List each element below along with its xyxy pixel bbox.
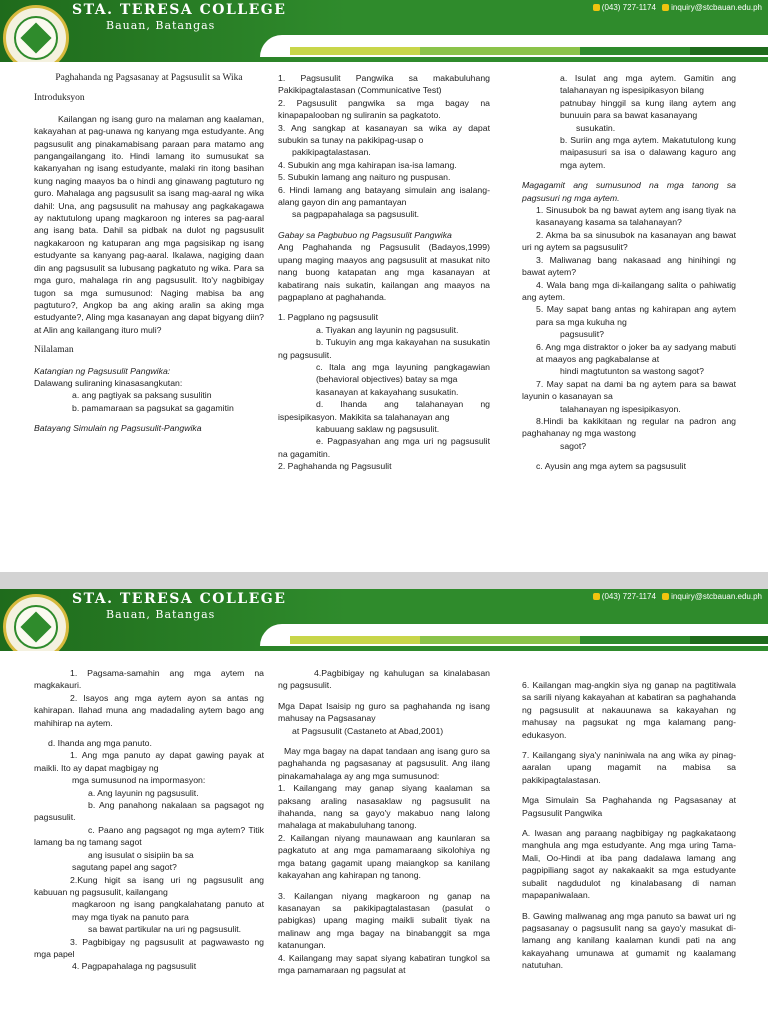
college-location: Bauan, Batangas (106, 19, 216, 32)
list-item: 5. May sapat bang antas ng kahirapan ang aytem para sa mga kukuha ng (536, 304, 736, 327)
list-item: 2. Pagsusulit pangwika sa mga bagay na kinapapalooban ng suliranin sa pagkatoto. (278, 97, 490, 121)
list-item: e. Pagpasyahan ang mga uri ng pagsusulit na gagamitin. (278, 436, 490, 459)
email-icon (662, 593, 669, 600)
list-item: c. Itala ang mga layuning pangkagawian (behavioral objectives) batay sa mga (316, 361, 490, 385)
list-item: A. Iwasan ang paraang nagbibigay ng pagkakataong manghula ang mga estudyante. Ang mga uring Tama-Mali, Oo-Hindi at iba pang dadalawa lamang ang pagpipiliang sagot ay nakakaakit sa mga estudyante subalit nagdudulot ng kinalabasang di naman mapapaniwalaan. (522, 828, 736, 901)
list-item: ang isusulat o sisipiin ba sa (88, 849, 194, 860)
email-address: inquiry@stcbauan.edu.ph (671, 592, 762, 601)
list-item: 3. Kailangan niyang magkaroon ng ganap na kasanayan sa pakikipagtalastasan (pasulat o pabigkas) upang maging maikli subalit tiyak na malinaw ang mga bagay na binabanggit sa mga katanungan. (278, 890, 490, 951)
page-gap (0, 572, 768, 589)
list-item: 4. Kailangang may sapat siyang kabatiran tungkol sa mga pamamaraan ng pagsulat at (278, 952, 490, 975)
email-address: inquiry@stcbauan.edu.ph (671, 3, 762, 12)
list-item: sagot? (560, 440, 587, 451)
college-name: STA. TERESA COLLEGE (72, 2, 287, 18)
page-header (0, 0, 768, 62)
list-item: magkaroon ng isang pangkalahatang panuto at may mga tiyak na panuto para (72, 899, 264, 922)
list-item: sa pagpapahalaga sa pagsusulit. (292, 209, 420, 220)
list-item: c. Ayusin ang mga aytem sa pagsusulit (536, 461, 687, 472)
list-item: 8.Hindi ba kakikitaan ng regular na padron ang paghahanay ng mga wastong (522, 415, 736, 439)
list-item: 4. Subukin ang mga kahirapan isa-isa lamang. (278, 159, 457, 170)
list-item: 7. May sapat na dami ba ng aytem para sa bawat layunin o kasanayan sa (522, 378, 736, 402)
list-item: a. Ang layunin ng pagsusulit. (88, 787, 199, 798)
list-item: 3. Pagbibigay ng pagsusulit at pagwawasto ng mga papel (34, 936, 264, 959)
list-item: mga sumusunod na impormasyon: (72, 775, 206, 786)
list-item: 1. Ang mga panuto ay dapat gawing payak at maikli. Ito ay dapat magbigay ng (34, 750, 264, 773)
email-icon (662, 4, 669, 11)
subheading: at Pagsusulit (Castaneto at Abad,2001) (292, 725, 444, 736)
list-item: 6. Hindi lamang ang batayang simulain ang isalang-alang gayon din ang pamantayan (278, 184, 490, 208)
phone-number: (043) 727-1174 (601, 592, 656, 601)
page-header (0, 589, 768, 651)
college-seal-logo (3, 5, 69, 62)
college-location: Bauan, Batangas (106, 608, 216, 621)
college-name: STA. TERESA COLLEGE (72, 591, 287, 607)
paragraph: Ang Paghahanda ng Pagsusulit (Badayos,1999) upang maging maayos ang pagsusulit at masukat nito nang buong katapatan ang mga kasanayan at kabatirang nais sukatin, kailangan ang maayos na pagpaplano at paghahanda. (278, 242, 490, 302)
list-item: 1. Kailangang may ganap siyang kaalaman sa paksang araling nasasaklaw ng pagsusulit na ihahanda, nang sa gayo'y makabuo nang lalong mahalaga at makabuluhang tanong. (278, 783, 490, 831)
paragraph: Kailangan ng isang guro na malaman ang kaalaman, kakayahan at pag-unawa ng kanyang mga estudyante. Ang pagsusulit ang pinakamabisang paraan para matamo ang pangangailangang ito. Hindi lamang ito sumusukat sa kakanyahan ng isang estudyante, malaki rin itong basihan kung naging maayos ba o hindi ang ginawang pagtuturo ng guro. Mahalaga ang pagsusulit sa isang mag-aaral ng wika dahil: Una, ang pagsusulit na mahusay ang pagkakagawa ay naktutulong upang magkaroon ng interes sa pag-aaral ang isang bata. Dahil sa pidbak na dulot ng pagsusulit nagkakaroon ng katuparan ang mga pagsisikap ng isang estudyante sa kanyang pag-aaral. Ikalawa, nagiging daan din ang pagsusulit sa lubusang pagkatuto ng wika. Para sa mga guro, mahalaga rin ang pagsusulit. Ito'y nagbibigay tugon sa mga sumusunod: Naging mabisa ba ang pagtuturo?, Angkop ba ang aking aralin sa aking mga estudyante?, Aling mga kasanayan ang dapat bigyang diin? at Alin ang kailangang ituro muli? (34, 113, 264, 335)
list-item: sa bawat partikular na uri ng pagsusulit. (88, 924, 242, 935)
paragraph: Dalawang suliraning kinasasangkutan: (34, 377, 183, 388)
subheading: Gabay sa Pagbubuo ng Pagsusulit Pangwika (278, 229, 452, 240)
list-item: 2. Kailangan niyang maunawaan ang kaunlaran sa pagkatuto at ang mga pamamaraang sikolohiya ng mga batang gagamit upang maiangkop sa kanilang kakayahan ang kahirapan ng tanong. (278, 832, 490, 881)
list-item: c. Paano ang pagsagot ng mga aytem? Titik lamang ba ng tamang sagot (34, 824, 264, 848)
list-item: B. Gawing maliwanag ang mga panuto sa bawat uri ng pagsasanay o pagsusulit nang sa gayo'y masukat di-lamang ang kanilang kaalaman kundi pati na ang kakayahang umunawa at gumamit ng kaalamang natutuhan. (522, 910, 736, 971)
list-item: patnubay hinggil sa kung ilang aytem ang bunuuin para sa bawat kasanayang (560, 97, 736, 121)
subheading: Mga Dapat Isaisip ng guro sa paghahanda ng isang mahusay na Pagsasanay (278, 700, 490, 724)
list-item: 4. Pagpapahalaga ng pagsusulit (72, 961, 197, 972)
list-item: 2.Kung higit sa isang uri ng pagsusulit ang kabuuan ng pagsusulit, kailangang (34, 874, 264, 897)
list-item: b. pamamaraan sa pagsukat sa gagamitin (72, 402, 234, 413)
column-1 (34, 72, 264, 435)
list-item: 7. Kailangang siya'y naniniwala na ang wika ay pinag-aaralan upang magamit na mabisa sa pakikipagtalastasan. (522, 750, 736, 785)
section-heading: Nilalaman (34, 345, 74, 356)
list-item: b. Tukuyin ang mga kakayahan na susukatin ng pagsusulit. (278, 337, 490, 360)
list-item: 2. Paghahanda ng Pagsusulit (278, 461, 392, 472)
list-item: 1. Pagsusulit Pangwika sa makabuluhang Pakikipagtalastasan (Communicative Test) (278, 73, 490, 96)
list-item: kabuuang saklaw ng pagsusulit. (316, 423, 440, 434)
list-item: sagutang papel ang sagot? (72, 862, 177, 873)
list-item: 6. Ang mga distraktor o joker ba ay sadyang mabuti at maayos ang pagkabalanse at (536, 341, 736, 364)
list-item: a. ang pagtiyak sa paksang susulitin (72, 390, 212, 401)
column-2 (278, 667, 490, 976)
list-item: 1. Sinusubok ba ng bawat aytem ang isang tiyak na kasanayang kasama sa talahanayan? (536, 205, 736, 228)
list-item: 5. Subukin lamang ang naituro ng puspusan. (278, 172, 451, 183)
list-item: 3. Ang sangkap at kasanayan sa wika ay dapat subukin sa tunay na pakikipag-usap o (278, 122, 490, 146)
document-page-2 (0, 589, 768, 1024)
list-item: a. Tiyakan ang layunin ng pagsusulit. (316, 324, 459, 335)
list-item: talahanayan ng ispesipikasyon. (560, 403, 681, 414)
column-3 (522, 679, 736, 972)
section-heading: Introduksyon (34, 93, 85, 104)
contact-info (589, 592, 762, 601)
paragraph: May mga bagay na dapat tandaan ang isang guro sa paghahanda ng pagsasanay at pagsusulit. Ang ilang pinakamahalaga ay ang mga sumusunod: (278, 746, 490, 781)
column-3 (522, 72, 736, 473)
list-item: a. Isulat ang mga aytem. Gamitin ang talahanayan ng ispesipikasyon bilang (560, 73, 736, 96)
contact-info (589, 3, 762, 12)
list-item: 2. Akma ba sa sinusubok na kasanayan ang bawat uri ng aytem sa pagsusulit? (522, 229, 736, 253)
list-item: pakikipagtalastasan. (292, 147, 371, 158)
list-item: 1. Pagsama-samahin ang mga aytem na magkakauri. (34, 668, 264, 691)
list-item: 3. Maliwanag bang nakasaad ang hinihingi ng bawat aytem? (522, 254, 736, 278)
college-seal-logo (3, 594, 69, 651)
subheading: Katangian ng Pagsusulit Pangwika: (34, 365, 171, 376)
list-item: 6. Kailangan mag-angkin siya ng ganap na pagtitiwala sa sarili niyang kakayahan at kabatiran sa paghahanda ng pagsusulit at nakauunawa sa kakayahan ng mahusay na pagsukat ng mga kalamang pang-edukasyon. (522, 680, 736, 740)
column-1 (34, 667, 264, 973)
list-item: pagsusulit? (560, 329, 604, 340)
phone-icon (593, 4, 600, 11)
list-item: hindi magtutunton sa wastong sagot? (560, 366, 704, 377)
phone-icon (593, 593, 600, 600)
list-item: b. Ang panahong nakalaan sa pagsagot ng pagsusulit. (34, 800, 264, 823)
list-item: susukatin. (576, 122, 616, 133)
list-item: 1. Pagplano ng pagsusulit (278, 312, 378, 323)
list-item: d. Ihanda ang mga panuto. (48, 738, 152, 749)
subheading: Magagamit ang sumusunod na mga tanong sa pagsusuri ng mga aytem. (522, 180, 736, 203)
document-title: Paghahanda ng Pagsasanay at Pagsusulit sa Wika (55, 73, 243, 83)
phone-number: (043) 727-1174 (601, 3, 656, 12)
column-2 (278, 72, 490, 473)
list-item: kasanayan at kakayahang susukatin. (316, 386, 459, 397)
list-item: 2. Isayos ang mga aytem ayon sa antas ng kahirapan. Ilahad muna ang madadaling aytem bago ang mahihirap na aytem. (34, 692, 264, 728)
subheading: Mga Simulain Sa Paghahanda ng Pagsasanay at Pagsusulit Pangwika (522, 795, 736, 818)
list-item: 4. Wala bang mga di-kailangang salita o pahiwatig ang aytem. (522, 279, 736, 302)
list-item: b. Suriin ang mga aytem. Makatutulong kung maipasusuri sa isa o dalawang kaguro ang mga aytem. (560, 135, 736, 170)
list-item: 4.Pagbibigay ng kahulugan sa kinalabasan ng pagsusulit. (278, 668, 490, 691)
list-item: d. Ihanda ang talahanayan ng ispesipikasyon. Makikita sa talahanayan ang (278, 399, 490, 422)
subheading: Batayang Simulain ng Pagsusulit-Pangwika (34, 423, 202, 434)
